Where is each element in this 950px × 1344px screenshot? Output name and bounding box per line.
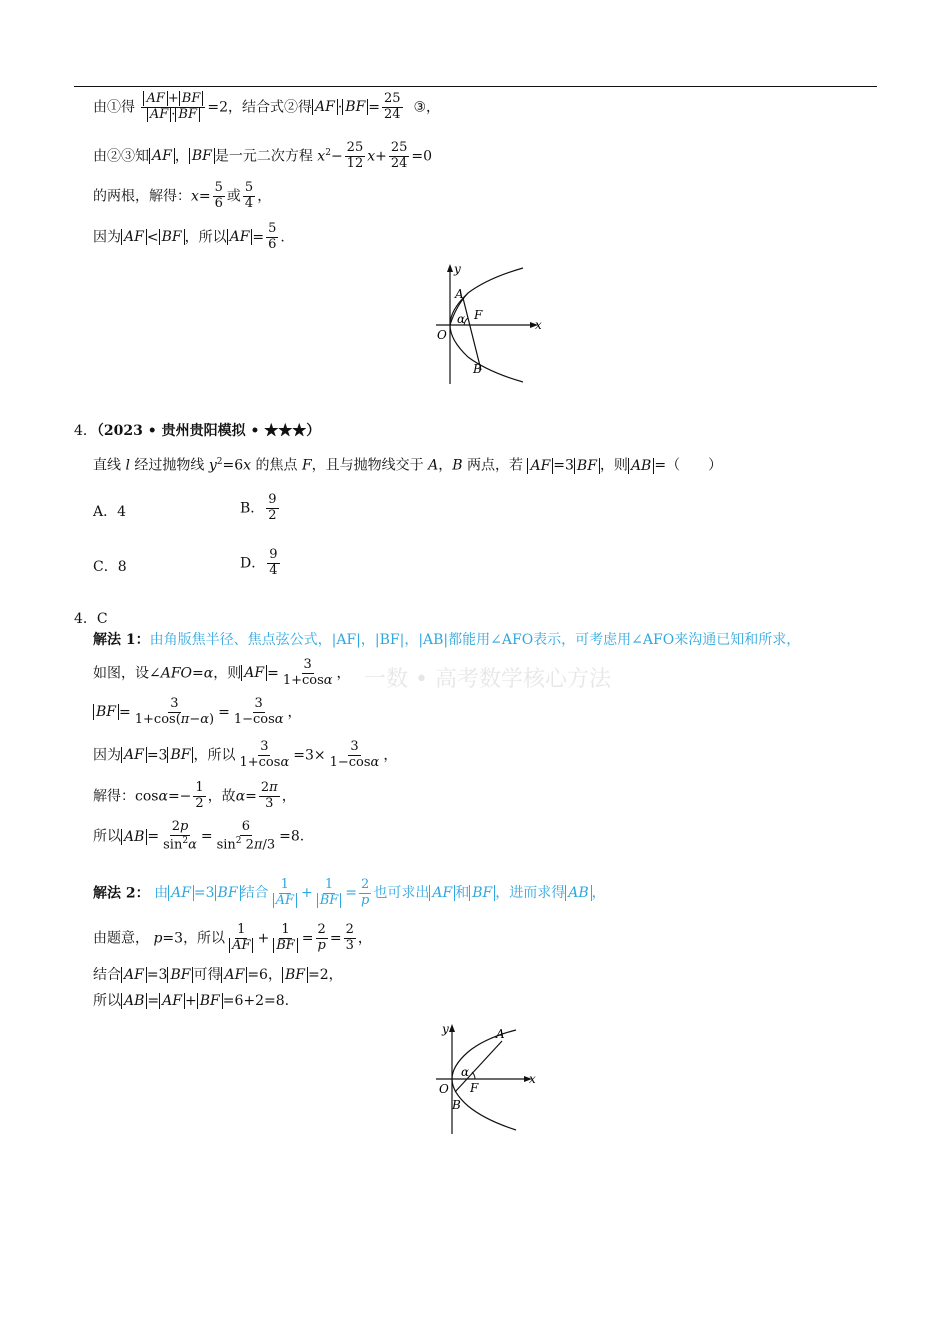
label-B: B: [473, 362, 482, 376]
method-1-hint: 解法 1：由角版焦半径、焦点弦公式，|AF|，|BF|，|AB|都能用∠AFO表示，可考虑用∠AFO来沟通已知和所求，: [93, 632, 801, 648]
method-2-hint: 解法 2： 由 AF =3 BF 结合 $\frac{1}{AF}$ + $\frac{1}{BF}$ = $\frac{2}{p}$ 也可求出 AF 和 BF ，进而求得 AB ，: [93, 877, 606, 908]
label-x: x: [535, 318, 542, 332]
m1-line-2: BF = $\frac{3}{1+\cos(\pi-\alpha)}$ = $\frac{3}{1-\cos\alpha}$ ，: [93, 697, 302, 728]
option-c[interactable]: C．8: [93, 559, 127, 575]
header-rule: [74, 86, 877, 87]
m2-line-1: 由题意， p=3，所以 $\frac{1}{AF}$ + $\frac{1}{BF}$ = $\frac{2}{p}$ = $\frac{2}{3}$ ，: [93, 922, 372, 953]
label-alpha: α: [457, 312, 466, 326]
solution-line-2: 由②③知 AF ， BF 是一元二次方程 $x^2-$ $\frac{25}{12}$ x+ $\frac{25}{24}$ =0: [93, 140, 433, 171]
m1-line-1: 如图，设∠AFO=α，则 AF = $\frac{3}{1+\cos\alpha}$ ，: [93, 657, 351, 688]
label-O: O: [439, 1082, 449, 1096]
solution-line-4: 因为 AF < BF ，所以 AF = $\frac{5}{6}$ .: [93, 221, 285, 252]
m1-line-4: 解得：cosα=− $\frac{1}{2}$ ，故α= $\frac{2\pi}{3}$ ，: [93, 780, 296, 811]
label-A: A: [455, 287, 464, 301]
option-d[interactable]: D． $\frac{9}{4}$: [240, 547, 278, 578]
label-O: O: [437, 328, 447, 342]
label-B: B: [452, 1098, 461, 1112]
m1-line-5: 所以 AB = $\frac{2p}{\sin^2\alpha}$ = $\frac{6}{\sin^2 2\pi/3}$ =8.: [93, 819, 305, 853]
solution-line-1: 由①得 $\frac{AF + BF}{AF \cdot BF}$ =2，结合式②得 AF · BF = $\frac{25}{24}$ ③，: [93, 91, 441, 122]
label-alpha: α: [461, 1065, 470, 1079]
parabola-figure-2: [430, 1022, 545, 1137]
problem-4-header: 4．（2023 • 贵州贵阳模拟 • ★★★）: [74, 423, 321, 439]
option-b[interactable]: B． $\frac{9}{2}$: [240, 492, 277, 523]
option-a[interactable]: A．4: [93, 504, 127, 520]
label-F: F: [474, 308, 483, 322]
parabola-figure-1: [428, 262, 548, 387]
answer-header: 4．C: [74, 611, 108, 627]
fraction: $\frac{AF + BF}{AF \cdot BF}$: [141, 92, 205, 123]
m1-line-3: 因为 AF =3 BF ，所以 $\frac{3}{1+\cos\alpha}$ =3× $\frac{3}{1-\cos\alpha}$ ，: [93, 739, 398, 770]
watermark: 一数 • 高考数学核心方法: [364, 667, 611, 692]
solution-line-3: 的两根，解得：x= $\frac{5}{6}$ 或 $\frac{5}{4}$ ，: [93, 180, 272, 211]
m2-line-3: 所以 AB = AF + BF =6+2=8.: [93, 993, 290, 1009]
m2-line-2: 结合 AF =3 BF 可得 AF =6， BF =2，: [93, 967, 343, 983]
label-A: A: [496, 1027, 505, 1041]
label-y: y: [454, 262, 461, 276]
label-F: F: [470, 1081, 479, 1095]
label-x: x: [529, 1072, 536, 1086]
problem-4-stem: 直线 l 经过抛物线 $y^2=6x$ 的焦点 F，且与抛物线交于 A，B 两点，若 AF =3 BF ，则 AB =（ ）: [93, 457, 723, 474]
label-y: y: [442, 1022, 449, 1036]
parabola: [452, 1030, 516, 1130]
